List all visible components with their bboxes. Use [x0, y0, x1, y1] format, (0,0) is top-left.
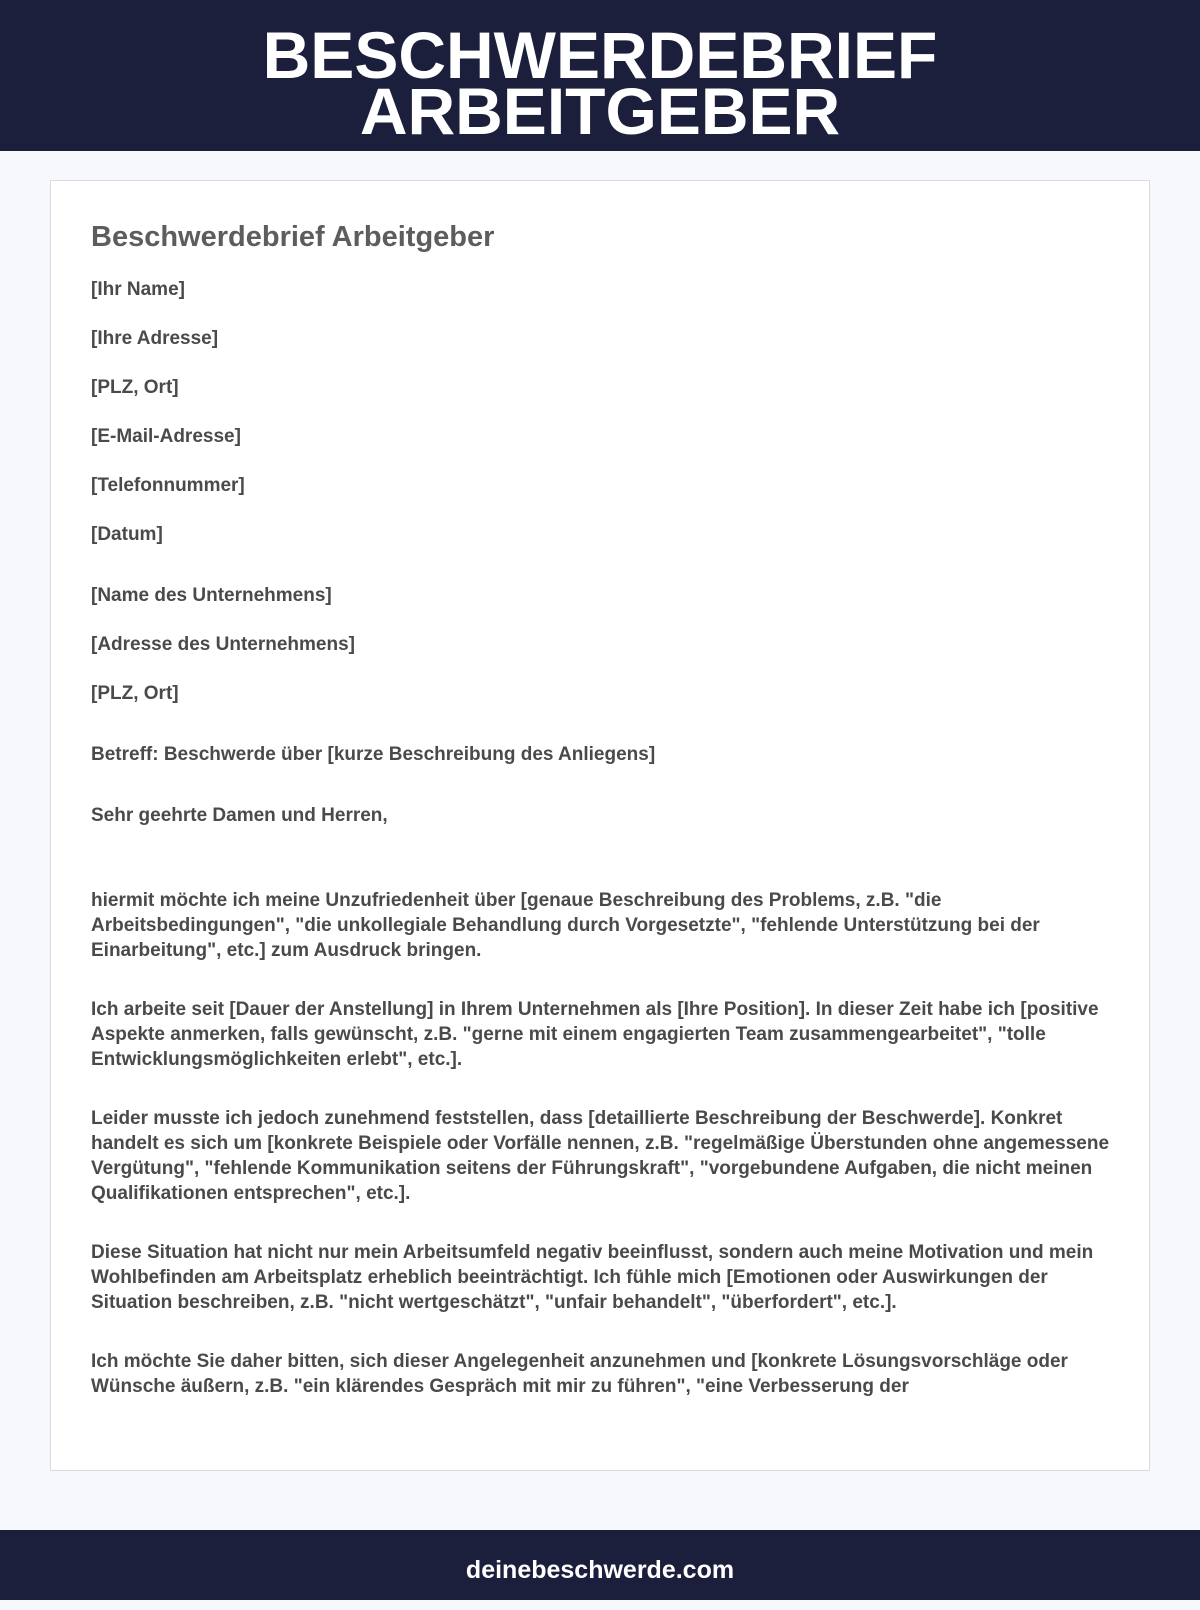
letter-paragraph-1: hiermit möchte ich meine Unzufriedenheit über [genaue Beschreibung des Problems, z.B. "die Arbeitsbedingungen", "die unkollegiale Behandlung durch Vorgesetzte", "fehlende Unterstützung bei der Einarbeitung", etc.] zum Ausdruck bringen.	[91, 890, 1040, 961]
recipient-postcode-city: [PLZ, Ort]	[91, 683, 179, 704]
letter-title: Beschwerdebrief Arbeitgeber	[91, 221, 495, 253]
header-title-line-2: ARBEITGEBER	[359, 74, 841, 148]
sender-address: [Ihre Adresse]	[91, 328, 219, 349]
letter-paragraph-3: Leider musste ich jedoch zunehmend feststellen, dass [detaillierte Beschreibung der Beschwerde]. Konkret handelt es sich um [konkrete Beispiele oder Vorfälle nennen, z.B. "regelmäßige Überstunden ohne angemessene Vergütung", "fehlende Kommunikation seitens der Führungskraft", "vorgebundene Aufgaben, die nicht meinen Qualifikationen entsprechen", etc.].	[91, 1108, 1110, 1204]
sender-email: [E-Mail-Adresse]	[91, 426, 241, 447]
page-header	[0, 0, 1200, 151]
letter-salutation: Sehr geehrte Damen und Herren,	[91, 805, 388, 826]
letter-paragraph-4: Diese Situation hat nicht nur mein Arbeitsumfeld negativ beeinflusst, sondern auch meine Motivation und mein Wohlbefinden am Arbeitsplatz erheblich beeinträchtigt. Ich fühle mich [Emotionen oder Auswirkungen der Situation beschreiben, z.B. "nicht wertgeschätzt", "unfair behandelt", "überfordert", etc.].	[91, 1242, 1094, 1313]
sender-name: [Ihr Name]	[91, 279, 185, 300]
letter-date: [Datum]	[91, 524, 163, 545]
letter-card	[50, 180, 1150, 1471]
page-footer	[0, 1530, 1200, 1600]
footer-site-link[interactable]: deinebeschwerde.com	[465, 1556, 735, 1584]
header-title-line-1: BESCHWERDEBRIEF	[262, 18, 938, 92]
sender-phone: [Telefonnummer]	[91, 475, 245, 496]
letter-paragraph-5: Ich möchte Sie daher bitten, sich dieser Angelegenheit anzunehmen und [konkrete Lösungsvorschläge oder Wünsche äußern, z.B. "ein klärendes Gespräch mit mir zu führen", "eine Verbesserung der	[91, 1351, 1068, 1397]
letter-subject: Betreff: Beschwerde über [kurze Beschreibung des Anliegens]	[91, 744, 656, 765]
letter-paragraph-2: Ich arbeite seit [Dauer der Anstellung] in Ihrem Unternehmen als [Ihre Position]. In dieser Zeit habe ich [positive Aspekte anmerken, falls gewünscht, z.B. "gerne mit einem engagierten Team zusammengearbeitet", "tolle Entwicklungsmöglichkeiten erlebt", etc.].	[91, 999, 1099, 1070]
recipient-address: [Adresse des Unternehmens]	[91, 634, 355, 655]
sender-postcode-city: [PLZ, Ort]	[91, 377, 179, 398]
recipient-company: [Name des Unternehmens]	[91, 585, 332, 606]
